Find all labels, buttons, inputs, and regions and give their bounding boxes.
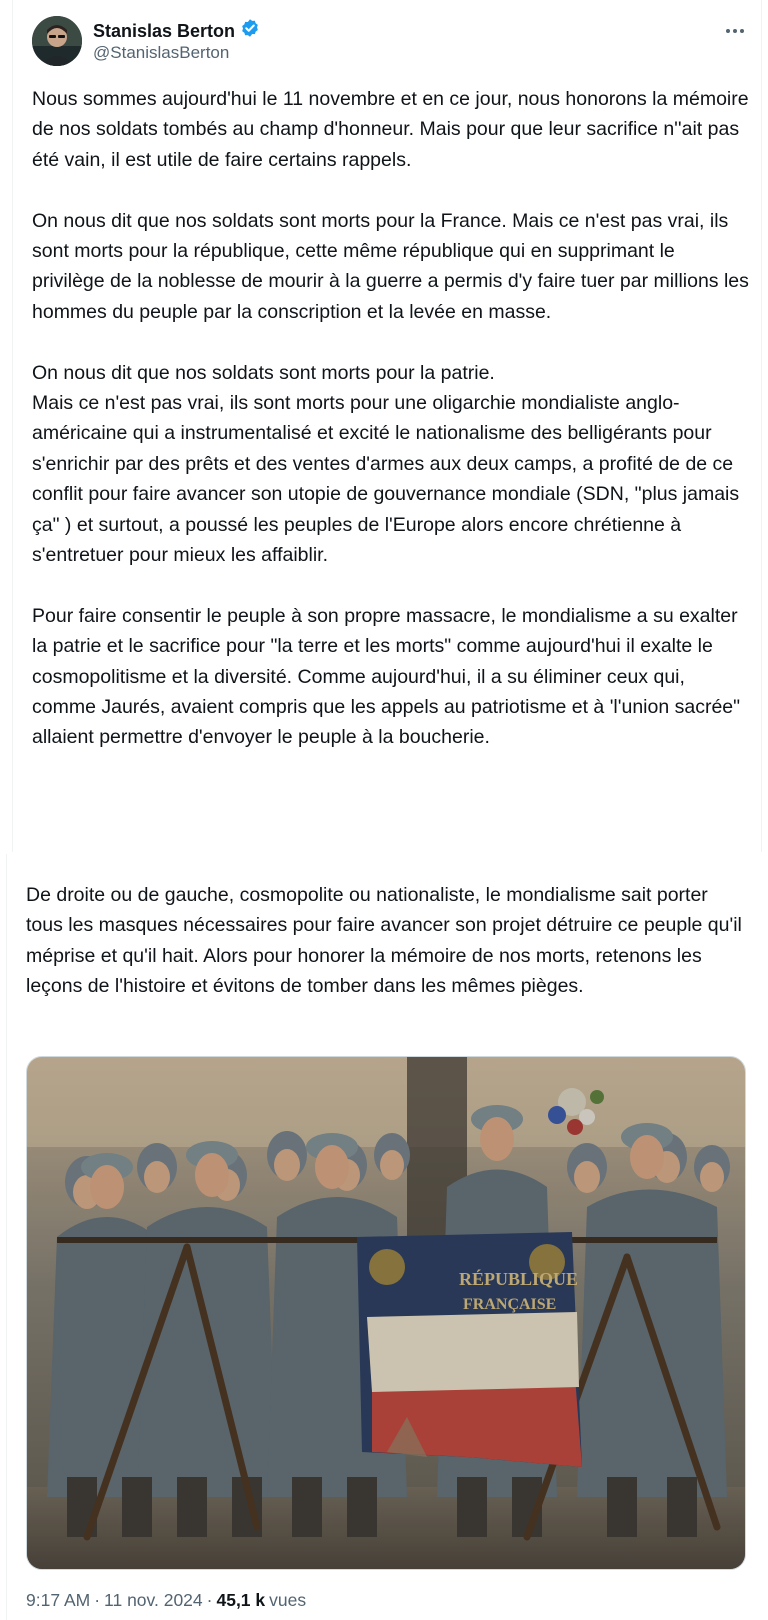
views-label: vues: [269, 1590, 307, 1610]
tweet-text: [32, 84, 750, 753]
tweet-photo[interactable]: [26, 1056, 746, 1570]
tweet-text-continuation: [26, 880, 750, 1002]
meta-separator: ·: [206, 1590, 213, 1610]
views-count: 45,1 k: [216, 1590, 266, 1610]
author-display-name[interactable]: Stanislas Berton: [93, 20, 236, 41]
verified-badge-icon: [240, 18, 260, 43]
tweet-paragraph: Nous sommes aujourd'hui le 11 novembre et en ce jour, nous honorons la mémoire de nos soldats tombés au champ d'honneur. Mais pour que leur sacrifice n''ait pas été vain, il est utile de faire certains rappels.: [32, 88, 749, 171]
more-options-button[interactable]: [722, 18, 748, 44]
tweet-paragraph: De droite ou de gauche, cosmopolite ou nationaliste, le mondialisme sait porter tous les masques nécessaires pour faire avancer son projet détruire ce peuple qu'il méprise et qu'il hait. Alors pour honorer la mémoire de nos morts, retenons les leçons de l'histoire et évitons de tomber dans les mêmes pièges.: [26, 884, 742, 998]
avatar[interactable]: [32, 16, 82, 66]
more-horizontal-icon: [725, 28, 745, 34]
author-name-row[interactable]: [93, 18, 260, 43]
tweet-metadata: [26, 1590, 306, 1611]
tweet-paragraph: Pour faire consentir le peuple à son propre massacre, le mondialisme a su exalter la patrie et le sacrifice pour "la terre et les morts" comme aujourd'hui il exalte le cosmopolitisme et la diversité. Comme aujourd'hui, il a su éliminer ceux qui, comme Jaurés, avaient compris que les appels au patriotisme et à 'l'union sacrée" allaient permettre d'envoyer le peuple à la boucherie.: [32, 604, 741, 749]
author-handle[interactable]: @StanislasBerton: [93, 43, 230, 62]
tweet-paragraph: On nous dit que nos soldats sont morts pour la patrie. Mais ce n'est pas vrai, ils sont morts pour une oligarchie mondialiste anglo-américaine qui a instrumentalisé et excité le nationalisme des belligérants pour s'enrichir par des prêts et des ventes d'armes aux deux camps, a profité de de ce conflit pour faire avancer son utopie de gouvernance mondiale (SDN, "plus jamais ça" ) et surtout, a poussé les peuples de l'Europe alors encore chrétienne à s'entretuer pour mieux les affaiblir.: [32, 361, 740, 567]
tweet-time[interactable]: 9:17 AM: [26, 1590, 91, 1610]
flag-text-republique: RÉPUBLIQUE: [459, 1269, 579, 1289]
tweet-date[interactable]: 11 nov. 2024: [104, 1590, 203, 1610]
flag-text-francaise: FRANÇAISE: [463, 1296, 557, 1313]
tweet-paragraph: On nous dit que nos soldats sont morts pour la France. Mais ce n'est pas vrai, ils sont morts pour la république, cette même république qui en supprimant le privilège de la noblesse de mourir à la guerre a permis d'y faire tuer par millions les hommes du peuple par la conscription et la levée en masse.: [32, 209, 749, 323]
meta-separator: ·: [94, 1590, 101, 1610]
